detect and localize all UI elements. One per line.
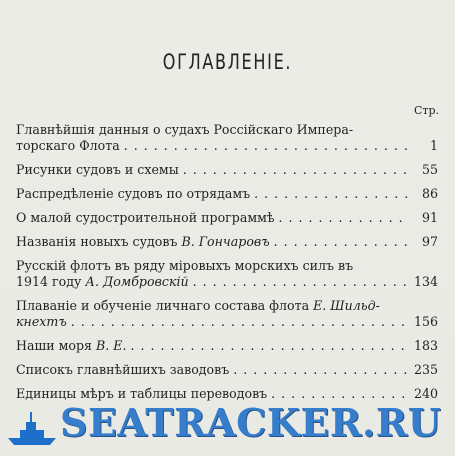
dot-leader: [233, 362, 408, 378]
toc-entry[interactable]: [16, 234, 438, 250]
toc-entry-author: А. Домбровскій: [85, 274, 189, 289]
page-title: ОГЛАВЛЕНІЕ.: [162, 50, 293, 74]
ship-logo-icon: [4, 408, 60, 448]
toc-entry-page: 156: [413, 314, 438, 329]
toc-entry-page: 91: [421, 210, 438, 225]
toc-entry-title: Названія новыхъ судовъ: [16, 234, 178, 249]
table-of-contents: [16, 122, 438, 410]
dot-leader: [279, 210, 408, 226]
toc-entry-author: В. Гончаровъ: [181, 234, 270, 249]
toc-entry[interactable]: [16, 186, 438, 202]
toc-entry-title: Единицы мѣръ и таблицы переводовъ: [16, 386, 268, 401]
toc-entry-page: 235: [413, 362, 438, 377]
toc-entry[interactable]: [16, 162, 438, 178]
toc-entry-page: 97: [421, 234, 438, 249]
watermark-logo: SEATRACKER.RU: [60, 400, 442, 445]
toc-entry[interactable]: [16, 298, 438, 330]
toc-entry-author-cont: кнехтъ: [16, 314, 67, 329]
toc-entry-title-cont: торскаго Флота: [16, 138, 120, 153]
toc-entry-title: О малой судостроительной программѣ: [16, 210, 275, 225]
dot-leader: [130, 338, 408, 354]
dot-leader: [193, 274, 408, 290]
toc-entry[interactable]: [16, 210, 438, 226]
toc-entry-title: Наши моря: [16, 338, 92, 353]
dot-leader: [124, 138, 408, 154]
page-column-label: Стр.: [413, 104, 439, 117]
toc-entry-title: Распредѣленіе судовъ по отрядамъ: [16, 186, 251, 201]
toc-entry-author: Е. Шильд-: [313, 298, 380, 313]
toc-entry-page: 86: [421, 186, 438, 201]
toc-entry-title: Русскій флотъ въ ряду міровыхъ морскихъ силъ въ: [16, 258, 354, 273]
toc-entry-page: 55: [421, 162, 438, 177]
dot-leader: [254, 186, 408, 202]
toc-entry[interactable]: [16, 362, 438, 378]
dot-leader: [183, 162, 408, 178]
dot-leader: [274, 234, 408, 250]
toc-entry-title: Главнѣйшія данныя о судахъ Россійскаго Импера-: [16, 122, 354, 137]
toc-entry-title: Плаваніе и обученіе личнаго состава флота: [16, 298, 310, 313]
toc-entry-title: Рисунки судовъ и схемы: [16, 162, 179, 177]
toc-entry[interactable]: [16, 258, 438, 290]
toc-entry-page: 1: [429, 138, 438, 153]
toc-entry[interactable]: [16, 122, 438, 154]
toc-entry-title-cont: 1914 году: [16, 274, 82, 289]
toc-entry-page: 134: [413, 274, 438, 289]
dot-leader: [71, 314, 408, 330]
toc-entry[interactable]: [16, 338, 438, 354]
toc-entry-title: Списокъ главнѣйшихъ заводовъ: [16, 362, 230, 377]
toc-entry-page: 183: [413, 338, 438, 353]
toc-entry-page: 240: [413, 386, 438, 401]
toc-entry-author: В. Е.: [96, 338, 127, 353]
